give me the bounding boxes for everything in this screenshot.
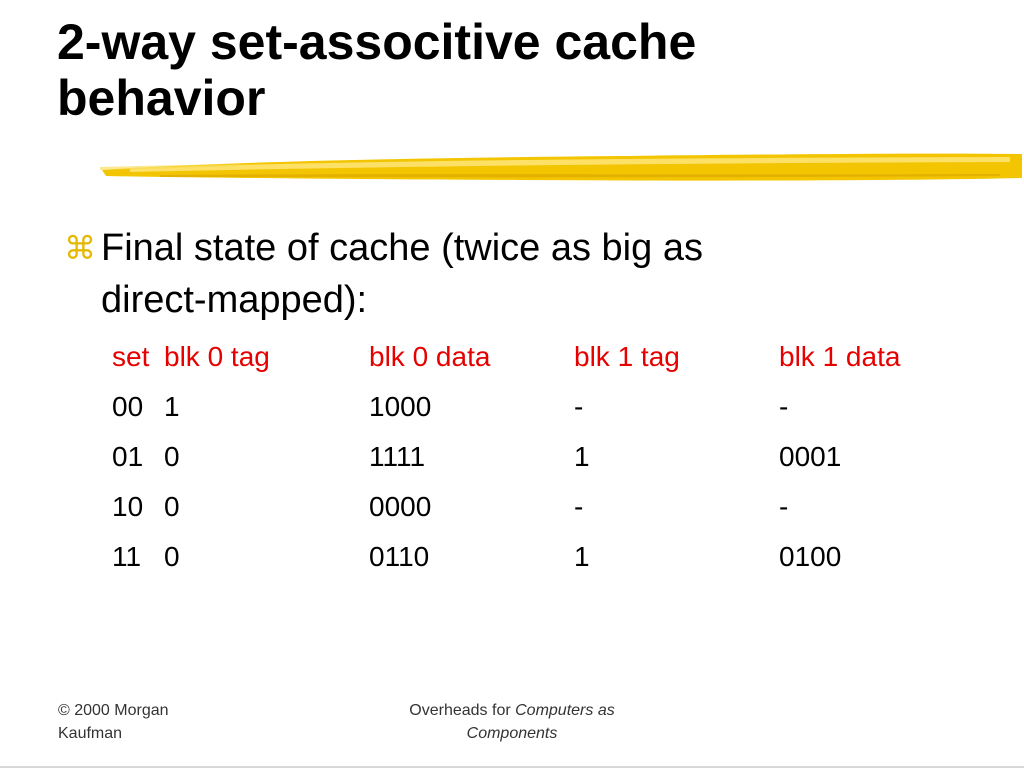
book-title-line-2: Components: [466, 725, 558, 742]
column-header-set: set: [112, 341, 150, 372]
cell-blk0-tag: 1: [164, 391, 180, 422]
title-underline-brush: [100, 148, 1024, 188]
book-title-line-1: Computers as: [515, 702, 615, 719]
cell-blk0-data: 0000: [369, 491, 432, 522]
slide-title-line-1: 2-way set-associtive cache: [57, 14, 697, 70]
table-row: [112, 382, 939, 432]
cell-blk1-data: 0001: [779, 441, 842, 472]
table-row: [112, 432, 939, 482]
bullet-text-line-2: direct-mapped):: [101, 279, 368, 321]
column-header-blk0-data: blk 0 data: [369, 341, 491, 372]
cell-set: 00: [112, 391, 144, 422]
cell-set: 11: [112, 541, 142, 572]
cell-set: 01: [112, 441, 144, 472]
table-row: [112, 482, 939, 532]
cell-blk0-data: 1111: [369, 441, 426, 472]
copyright-line-1: © 2000 Morgan: [58, 702, 169, 719]
table-row: [112, 532, 939, 582]
cell-blk1-data: 0100: [779, 541, 842, 572]
cache-state-table: [112, 332, 939, 582]
copyright-line-2: Kaufman: [58, 725, 123, 742]
cell-blk1-tag: -: [574, 391, 584, 422]
cell-set: 10: [112, 491, 144, 522]
column-header-blk0-tag: blk 0 tag: [164, 341, 270, 372]
footer-copyright: [58, 699, 258, 745]
bullet-text-line-1: Final state of cache (twice as big as: [101, 227, 703, 269]
column-header-blk1-data: blk 1 data: [779, 341, 901, 372]
command-key-icon: ⌘: [64, 229, 96, 267]
cell-blk1-data: -: [779, 491, 789, 522]
overheads-prefix: Overheads for: [409, 702, 511, 719]
cell-blk0-tag: 0: [164, 491, 180, 522]
cell-blk0-data: 1000: [369, 391, 432, 422]
cell-blk1-tag: 1: [574, 541, 590, 572]
column-header-blk1-tag: blk 1 tag: [574, 341, 680, 372]
slide-title-line-2: behavior: [57, 70, 266, 126]
slide-title: [57, 14, 997, 126]
footer-course-note: [362, 699, 662, 745]
cell-blk0-tag: 0: [164, 441, 180, 472]
cell-blk0-data: 0110: [369, 541, 430, 572]
cell-blk0-tag: 0: [164, 541, 180, 572]
bullet-item: [64, 222, 964, 326]
bullet-text: [64, 222, 964, 326]
cell-blk1-tag: 1: [574, 441, 590, 472]
cell-blk1-data: -: [779, 391, 789, 422]
table-header-row: [112, 332, 939, 382]
cell-blk1-tag: -: [574, 491, 584, 522]
